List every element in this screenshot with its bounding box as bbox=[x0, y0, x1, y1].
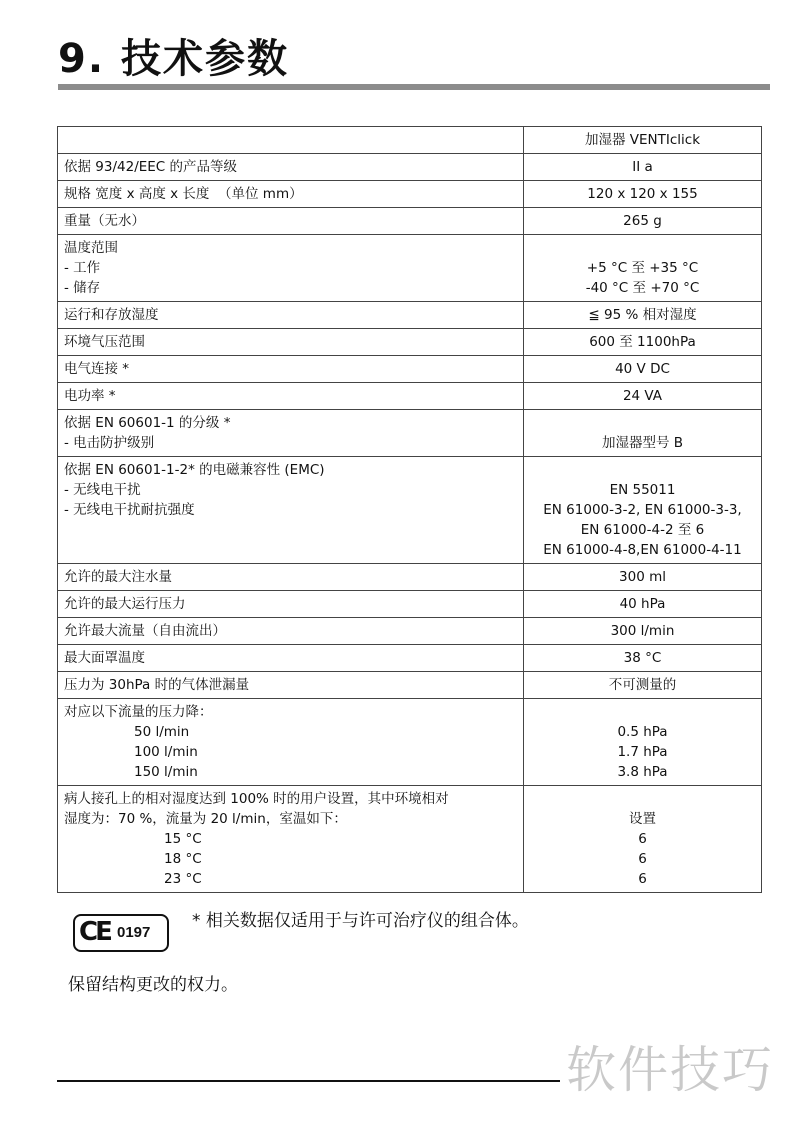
humidity-setting: 6 bbox=[638, 871, 647, 887]
param-line: 允许的最大注水量 bbox=[64, 569, 172, 585]
room-temperature: 15 °C bbox=[164, 831, 202, 847]
humidity-title-2: 湿度为：70 %，流量为 20 l/min，室温如下： bbox=[64, 811, 347, 827]
value-line: ≦ 95 % 相对湿度 bbox=[588, 307, 697, 323]
param-line: 电功率 * bbox=[64, 388, 116, 404]
value-line: 24 VA bbox=[622, 388, 663, 404]
value-line: EN 61000-4-2 至 6 bbox=[580, 522, 705, 538]
room-temperature: 18 °C bbox=[164, 851, 202, 867]
value-cell bbox=[524, 383, 762, 410]
param-line: - 电击防护级别 bbox=[64, 435, 155, 451]
value-cell bbox=[524, 208, 762, 235]
header-empty-cell bbox=[58, 127, 524, 154]
table-row bbox=[58, 329, 762, 356]
pressure-drop-param-cell bbox=[58, 699, 524, 786]
value-cell bbox=[524, 154, 762, 181]
humidity-value-header: 设置 bbox=[629, 811, 656, 827]
pressure-drop-title: 对应以下流量的压力降： bbox=[64, 704, 213, 720]
footnote: * 相关数据仅适用于与许可治疗仪的组合体。 bbox=[192, 911, 529, 931]
humidity-setting: 6 bbox=[638, 851, 647, 867]
param-line: 压力为 30hPa 时的气体泄漏量 bbox=[64, 677, 250, 693]
param-line: - 无线电干扰耐抗强度 bbox=[64, 502, 195, 518]
value-line: +5 °C 至 +35 °C bbox=[586, 260, 699, 276]
param-cell bbox=[58, 618, 524, 645]
value-line: 300 ml bbox=[619, 569, 666, 585]
humidity-title-1: 病人接孔上的相对湿度达到 100% 时的用户设置，其中环境相对 bbox=[64, 791, 449, 807]
value-cell bbox=[524, 457, 762, 564]
table-row bbox=[58, 302, 762, 329]
value-line: 38 °C bbox=[623, 650, 662, 666]
param-cell bbox=[58, 410, 524, 457]
value-line: 40 hPa bbox=[619, 596, 666, 612]
param-line: 依据 EN 60601-1-2* 的电磁兼容性 (EMC) bbox=[64, 462, 325, 478]
humidity-param-cell bbox=[58, 786, 524, 893]
param-line: 依据 EN 60601-1 的分级 * bbox=[64, 415, 231, 431]
value-cell bbox=[524, 410, 762, 457]
param-cell bbox=[58, 208, 524, 235]
bottom-rule bbox=[57, 1080, 560, 1082]
param-line: 允许的最大运行压力 bbox=[64, 596, 186, 612]
pressure-drop-value: 0.5 hPa bbox=[617, 724, 668, 740]
value-line: 120 x 120 x 155 bbox=[587, 186, 698, 202]
watermark: 软件技巧 bbox=[566, 1041, 774, 1099]
value-cell bbox=[524, 645, 762, 672]
pressure-drop-row bbox=[58, 699, 762, 786]
header-product-cell bbox=[524, 127, 762, 154]
value-line: 265 g bbox=[623, 213, 662, 229]
table-header-row bbox=[58, 127, 762, 154]
value-line: 600 至 1100hPa bbox=[589, 334, 696, 350]
value-cell bbox=[524, 302, 762, 329]
param-cell bbox=[58, 154, 524, 181]
value-cell bbox=[524, 591, 762, 618]
table-row bbox=[58, 356, 762, 383]
table-row bbox=[58, 457, 762, 564]
ce-mark bbox=[73, 914, 169, 952]
param-line: - 无线电干扰 bbox=[64, 482, 141, 498]
param-line: 重量（无水） bbox=[64, 213, 145, 229]
flow-rate: 150 l/min bbox=[134, 764, 198, 780]
header-product-label: 加湿器 VENTIclick bbox=[584, 132, 701, 148]
table-row bbox=[58, 591, 762, 618]
page-heading: 9. 技术参数 bbox=[58, 36, 289, 82]
ce-number: 0197 bbox=[117, 924, 151, 941]
value-cell bbox=[524, 564, 762, 591]
param-line bbox=[64, 520, 517, 540]
value-line bbox=[530, 238, 755, 258]
value-cell bbox=[524, 618, 762, 645]
pressure-drop-value: 3.8 hPa bbox=[617, 764, 668, 780]
heading-rule bbox=[58, 84, 770, 90]
param-line: - 储存 bbox=[64, 280, 101, 296]
param-line: 环境气压范围 bbox=[64, 334, 145, 350]
param-cell bbox=[58, 235, 524, 302]
flow-rate: 100 l/min bbox=[134, 744, 198, 760]
value-cell bbox=[524, 235, 762, 302]
param-cell bbox=[58, 672, 524, 699]
param-cell bbox=[58, 302, 524, 329]
param-cell bbox=[58, 181, 524, 208]
table-row bbox=[58, 154, 762, 181]
value-cell bbox=[524, 672, 762, 699]
param-line: 最大面罩温度 bbox=[64, 650, 145, 666]
param-line: - 工作 bbox=[64, 260, 101, 276]
table-row bbox=[58, 672, 762, 699]
spec-table bbox=[57, 126, 762, 893]
value-cell bbox=[524, 356, 762, 383]
flow-rate: 50 l/min bbox=[134, 724, 190, 740]
table-row bbox=[58, 181, 762, 208]
ce-letters: CE bbox=[79, 917, 110, 947]
reserve-note: 保留结构更改的权力。 bbox=[68, 975, 238, 995]
value-line bbox=[530, 789, 755, 809]
value-line: 不可测量的 bbox=[608, 677, 677, 693]
humidity-setting: 6 bbox=[638, 831, 647, 847]
value-line: II a bbox=[632, 159, 653, 175]
humidity-row bbox=[58, 786, 762, 893]
param-cell bbox=[58, 329, 524, 356]
param-line: 温度范围 bbox=[64, 240, 118, 256]
param-line: 依据 93/42/EEC 的产品等级 bbox=[64, 159, 238, 175]
humidity-value-cell bbox=[524, 786, 762, 893]
param-cell bbox=[58, 591, 524, 618]
value-line: 加湿器型号 B bbox=[601, 435, 684, 451]
table-row bbox=[58, 235, 762, 302]
value-line bbox=[530, 460, 755, 480]
value-cell bbox=[524, 329, 762, 356]
value-line: 40 V DC bbox=[615, 361, 670, 377]
table-row bbox=[58, 383, 762, 410]
param-line: 电气连接 * bbox=[64, 361, 130, 377]
value-line: EN 61000-3-2, EN 61000-3-3, bbox=[543, 502, 742, 518]
room-temperature: 23 °C bbox=[164, 871, 202, 887]
param-line bbox=[64, 540, 517, 560]
value-line: 300 l/min bbox=[610, 623, 675, 639]
param-cell bbox=[58, 383, 524, 410]
param-line: 规格 宽度 x 高度 x 长度 （单位 mm） bbox=[64, 186, 303, 202]
param-cell bbox=[58, 564, 524, 591]
pressure-drop-value: 1.7 hPa bbox=[617, 744, 668, 760]
table-row bbox=[58, 618, 762, 645]
table-row bbox=[58, 410, 762, 457]
table-row bbox=[58, 645, 762, 672]
value-line: -40 °C 至 +70 °C bbox=[585, 280, 700, 296]
value-line: EN 55011 bbox=[609, 482, 676, 498]
param-cell bbox=[58, 356, 524, 383]
value-cell bbox=[524, 181, 762, 208]
value-line bbox=[530, 702, 755, 722]
param-line: 运行和存放湿度 bbox=[64, 307, 159, 323]
table-row bbox=[58, 564, 762, 591]
pressure-drop-value-cell bbox=[524, 699, 762, 786]
value-line: EN 61000-4-8,EN 61000-4-11 bbox=[543, 542, 742, 558]
value-line bbox=[530, 413, 755, 433]
param-cell bbox=[58, 457, 524, 564]
table-row bbox=[58, 208, 762, 235]
param-line: 允许最大流量（自由流出） bbox=[64, 623, 226, 639]
param-cell bbox=[58, 645, 524, 672]
